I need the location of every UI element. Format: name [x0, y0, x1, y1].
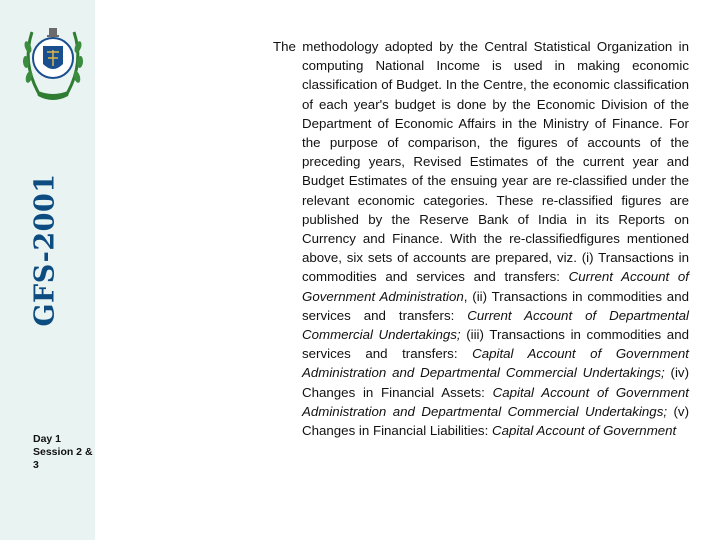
- body-paragraph: [273, 37, 689, 440]
- italic-segment: Current Account of Departmental Commercial Undertakings;: [302, 307, 689, 343]
- italic-segment: Capital Account of Government Administration and Departmental Commercial Undertakings;: [302, 346, 689, 381]
- sidebar: [0, 0, 95, 540]
- text-segment: (iii) Transactions in commodities and services and transfers:: [302, 327, 689, 362]
- session-line: Session 2 &: [33, 446, 93, 458]
- session-line: Day 1: [33, 433, 62, 445]
- text-segment: (iv) Changes in Financial Assets:: [302, 365, 690, 400]
- text-segment: , (ii) Transactions in commodities and services and transfers:: [302, 288, 689, 323]
- vertical-title: GFS-2001: [29, 173, 61, 327]
- text-segment: The methodology adopted by the Central Statistical Organization in computing National Income is used in making economic classification of Budget. In the Centre, the economic classification of each year's budget is done by the Economic Division of the Department of Economic Affairs in the Ministry of Finance. For the purpose of comparison, the figures of accounts of the preceding years, Revised Estimates of the current year and Budget Estimates of the ensuing year are re-classified under the relevant economic categories. These re-classified figures are published by the Reserve Bank of India in its Reports on Currency and Finance. With the re-classifiedfigures mentioned above, six sets of accounts are prepared, viz. (i) Transactions in commodities and services and transfers:: [273, 39, 689, 285]
- italic-segment: Current Account of Government Administration: [302, 269, 689, 304]
- session-label: [33, 433, 118, 472]
- text-segment: (v) Changes in Financial Liabilities:: [302, 403, 690, 439]
- italic-segment: Capital Account of Government Administration and Departmental Commercial Undertakings;: [302, 384, 689, 419]
- emblem-logo-icon: [20, 12, 86, 118]
- session-line: 3: [33, 459, 39, 471]
- italic-segment: Capital Account of Government: [491, 423, 677, 439]
